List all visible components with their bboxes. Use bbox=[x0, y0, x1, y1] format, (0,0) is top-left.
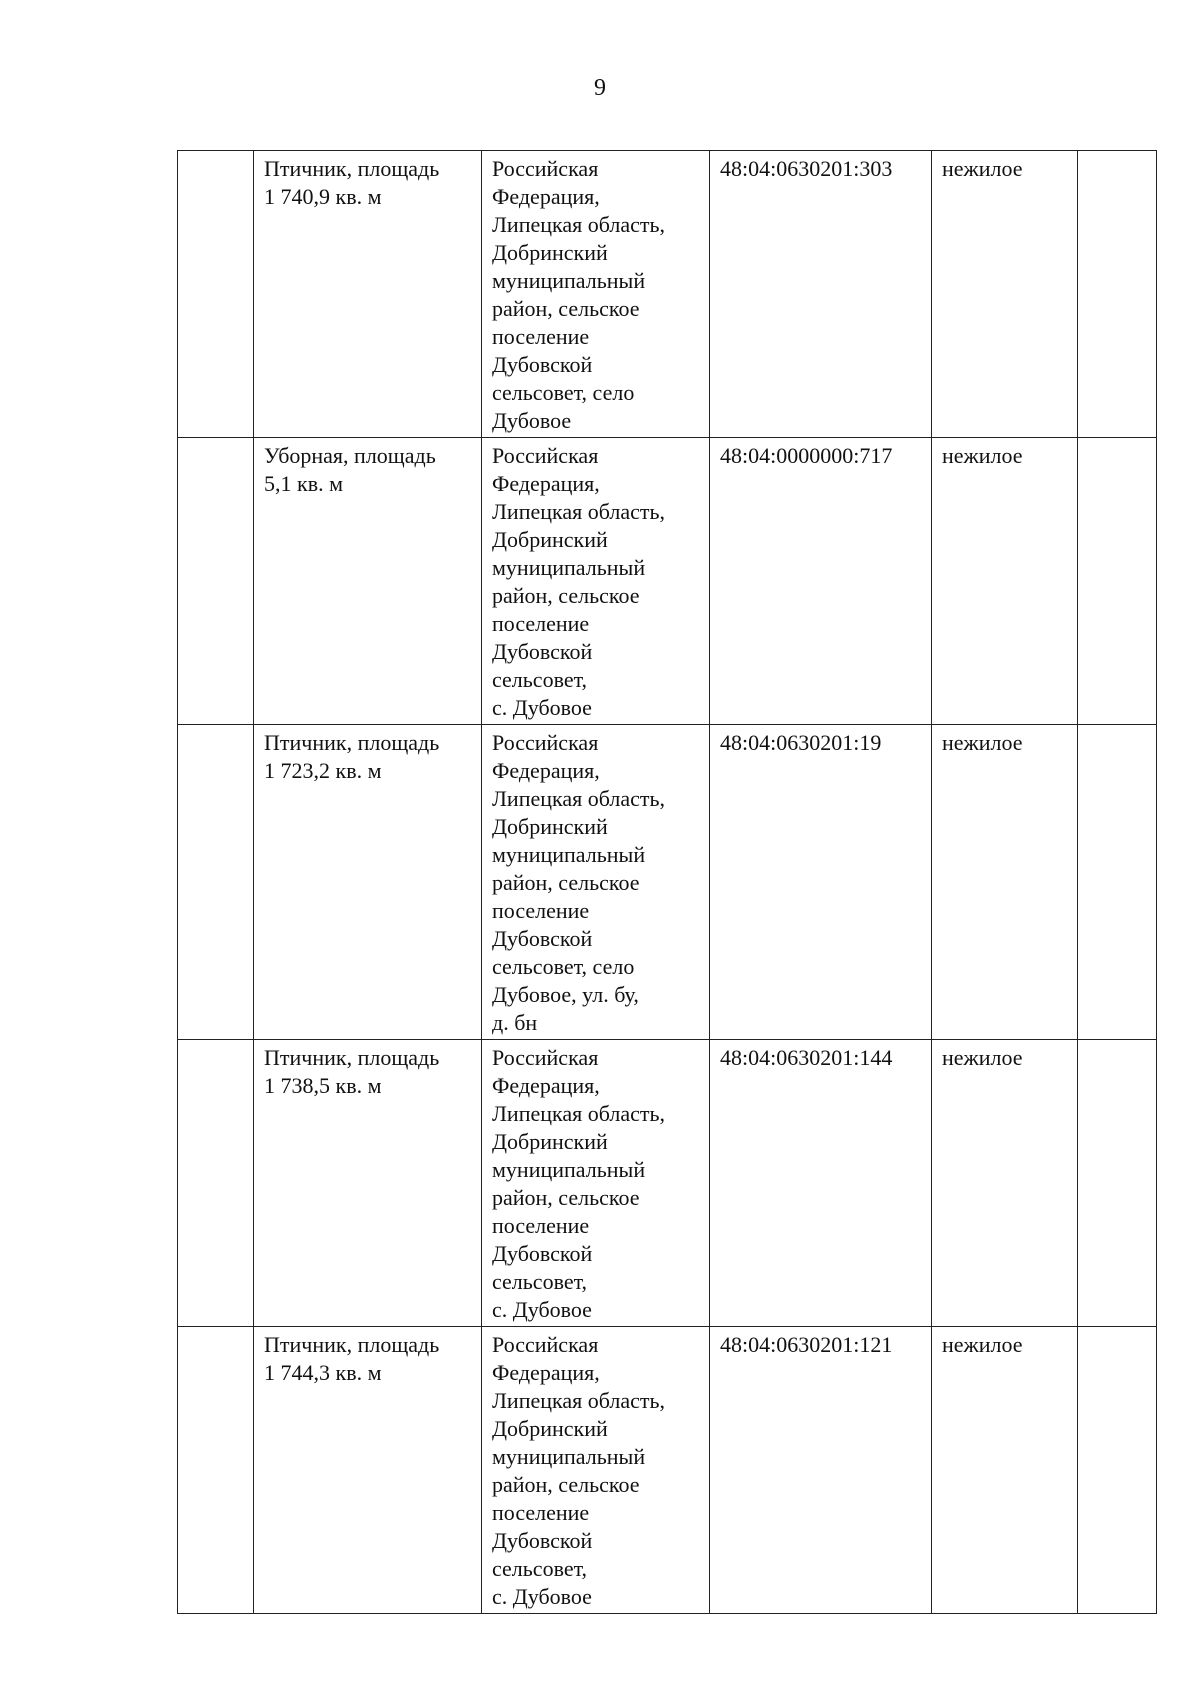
table-row bbox=[178, 151, 1157, 438]
cadastral-number-cell: 48:04:0000000:717 bbox=[710, 438, 932, 725]
table-row bbox=[178, 438, 1157, 725]
notes-cell bbox=[1078, 1327, 1157, 1614]
table-row bbox=[178, 1040, 1157, 1327]
cadastral-number-cell: 48:04:0630201:19 bbox=[710, 725, 932, 1040]
address-cell: Российская Федерация, Липецкая область, Добринский муниципальный район, сельское поселение Дубовской сельсовет, село Дубовое bbox=[482, 151, 710, 438]
address-cell: Российская Федерация, Липецкая область, Добринский муниципальный район, сельское поселение Дубовской сельсовет, с. Дубовое bbox=[482, 438, 710, 725]
page-number: 9 bbox=[594, 75, 606, 101]
table-row bbox=[178, 1327, 1157, 1614]
address-cell: Российская Федерация, Липецкая область, Добринский муниципальный район, сельское поселение Дубовской сельсовет, с. Дубовое bbox=[482, 1040, 710, 1327]
object-name-cell: Птичник, площадь 1 723,2 кв. м bbox=[254, 725, 482, 1040]
purpose-cell: нежилое bbox=[932, 1040, 1078, 1327]
cadastral-number-cell: 48:04:0630201:303 bbox=[710, 151, 932, 438]
notes-cell bbox=[1078, 151, 1157, 438]
purpose-cell: нежилое bbox=[932, 1327, 1078, 1614]
object-name-cell: Птичник, площадь 1 738,5 кв. м bbox=[254, 1040, 482, 1327]
address-cell: Российская Федерация, Липецкая область, Добринский муниципальный район, сельское поселение Дубовской сельсовет, село Дубовое, ул. бу, д. бн bbox=[482, 725, 710, 1040]
notes-cell bbox=[1078, 438, 1157, 725]
notes-cell bbox=[1078, 725, 1157, 1040]
purpose-cell: нежилое bbox=[932, 725, 1078, 1040]
number-cell bbox=[178, 1327, 254, 1614]
purpose-cell: нежилое bbox=[932, 438, 1078, 725]
object-name-cell: Птичник, площадь 1 740,9 кв. м bbox=[254, 151, 482, 438]
cadastral-number-cell: 48:04:0630201:144 bbox=[710, 1040, 932, 1327]
purpose-cell: нежилое bbox=[932, 151, 1078, 438]
object-name-cell: Уборная, площадь 5,1 кв. м bbox=[254, 438, 482, 725]
number-cell bbox=[178, 151, 254, 438]
property-table-body bbox=[178, 151, 1157, 1614]
number-cell bbox=[178, 1040, 254, 1327]
number-cell bbox=[178, 438, 254, 725]
table-row bbox=[178, 725, 1157, 1040]
address-cell: Российская Федерация, Липецкая область, Добринский муниципальный район, сельское поселение Дубовской сельсовет, с. Дубовое bbox=[482, 1327, 710, 1614]
property-table bbox=[177, 150, 1157, 1614]
cadastral-number-cell: 48:04:0630201:121 bbox=[710, 1327, 932, 1614]
notes-cell bbox=[1078, 1040, 1157, 1327]
object-name-cell: Птичник, площадь 1 744,3 кв. м bbox=[254, 1327, 482, 1614]
number-cell bbox=[178, 725, 254, 1040]
